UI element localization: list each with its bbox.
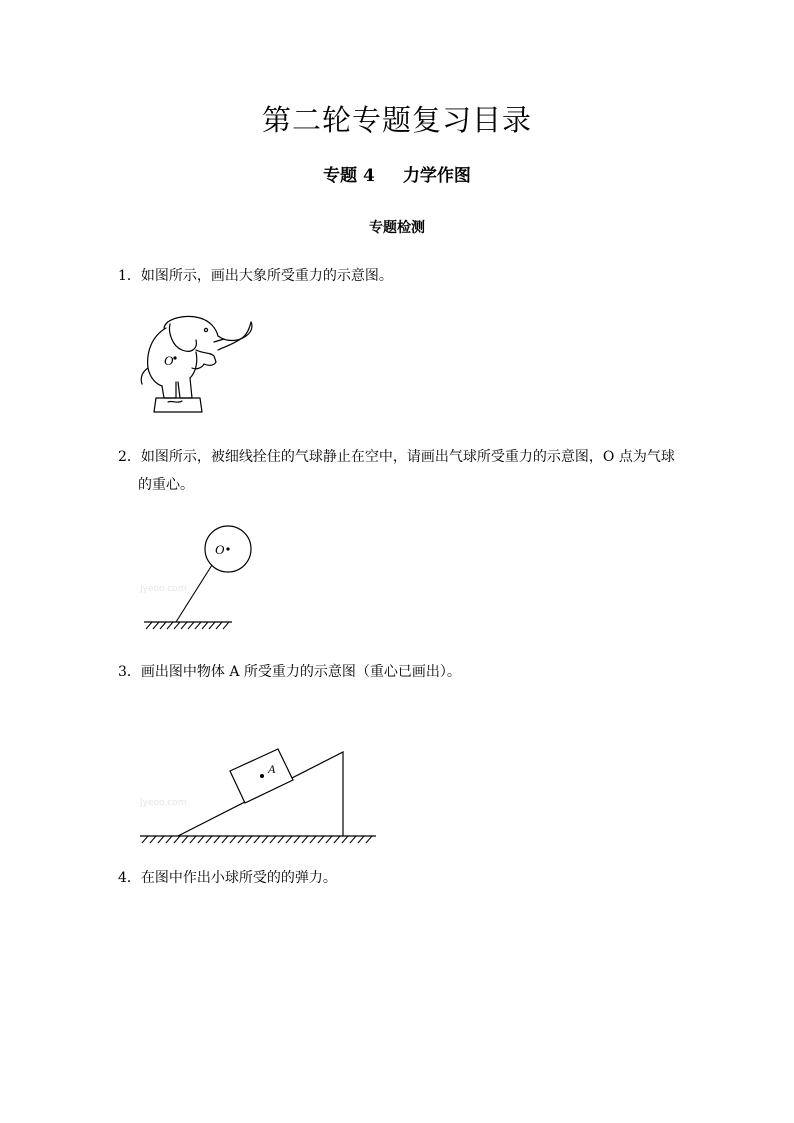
question-4 <box>118 864 698 892</box>
question-3 <box>118 658 698 686</box>
question-2-number: 2． <box>118 449 141 465</box>
question-2-text-cont: 的重心。 <box>138 477 194 493</box>
question-4-number: 4． <box>118 870 141 886</box>
question-3-number: 3． <box>118 664 141 680</box>
watermark-3: Jyeoo.com <box>140 798 187 808</box>
ground-hatch-3 <box>142 836 372 843</box>
elephant-figure <box>134 312 259 417</box>
question-1 <box>118 262 698 290</box>
balloon-center-point <box>226 547 229 550</box>
ground-hatch-2 <box>146 622 229 629</box>
section-heading: 专题检测 <box>369 220 425 236</box>
topic-name: 力学作图 <box>402 166 471 186</box>
balloon-figure <box>140 527 260 637</box>
question-2-text: 如图所示，被细线拴住的气球静止在空中，请画出气球所受重力的示意图，O 点为气球 <box>140 449 675 465</box>
question-1-text: 如图所示，画出大象所受重力的示意图。 <box>140 268 393 284</box>
question-1-number: 1． <box>118 268 141 284</box>
elephant-center-label: O <box>164 353 174 368</box>
balloon-center-label: O <box>215 542 225 557</box>
incline-figure <box>138 745 383 850</box>
elephant-center-point <box>173 356 176 359</box>
question-2 <box>118 443 698 499</box>
question-4-text: 在图中作出小球所受的的弹力。 <box>140 870 337 886</box>
block-label: A <box>268 762 276 776</box>
watermark-2: Jyeoo.com <box>140 584 187 594</box>
block-center-point <box>260 774 264 778</box>
topic-number: 专题 4 <box>323 166 375 186</box>
page-title: 第二轮专题复习目录 <box>261 103 532 137</box>
question-3-text: 画出图中物体 A 所受重力的示意图（重心已画出）。 <box>140 664 461 680</box>
topic-subtitle <box>0 161 794 186</box>
